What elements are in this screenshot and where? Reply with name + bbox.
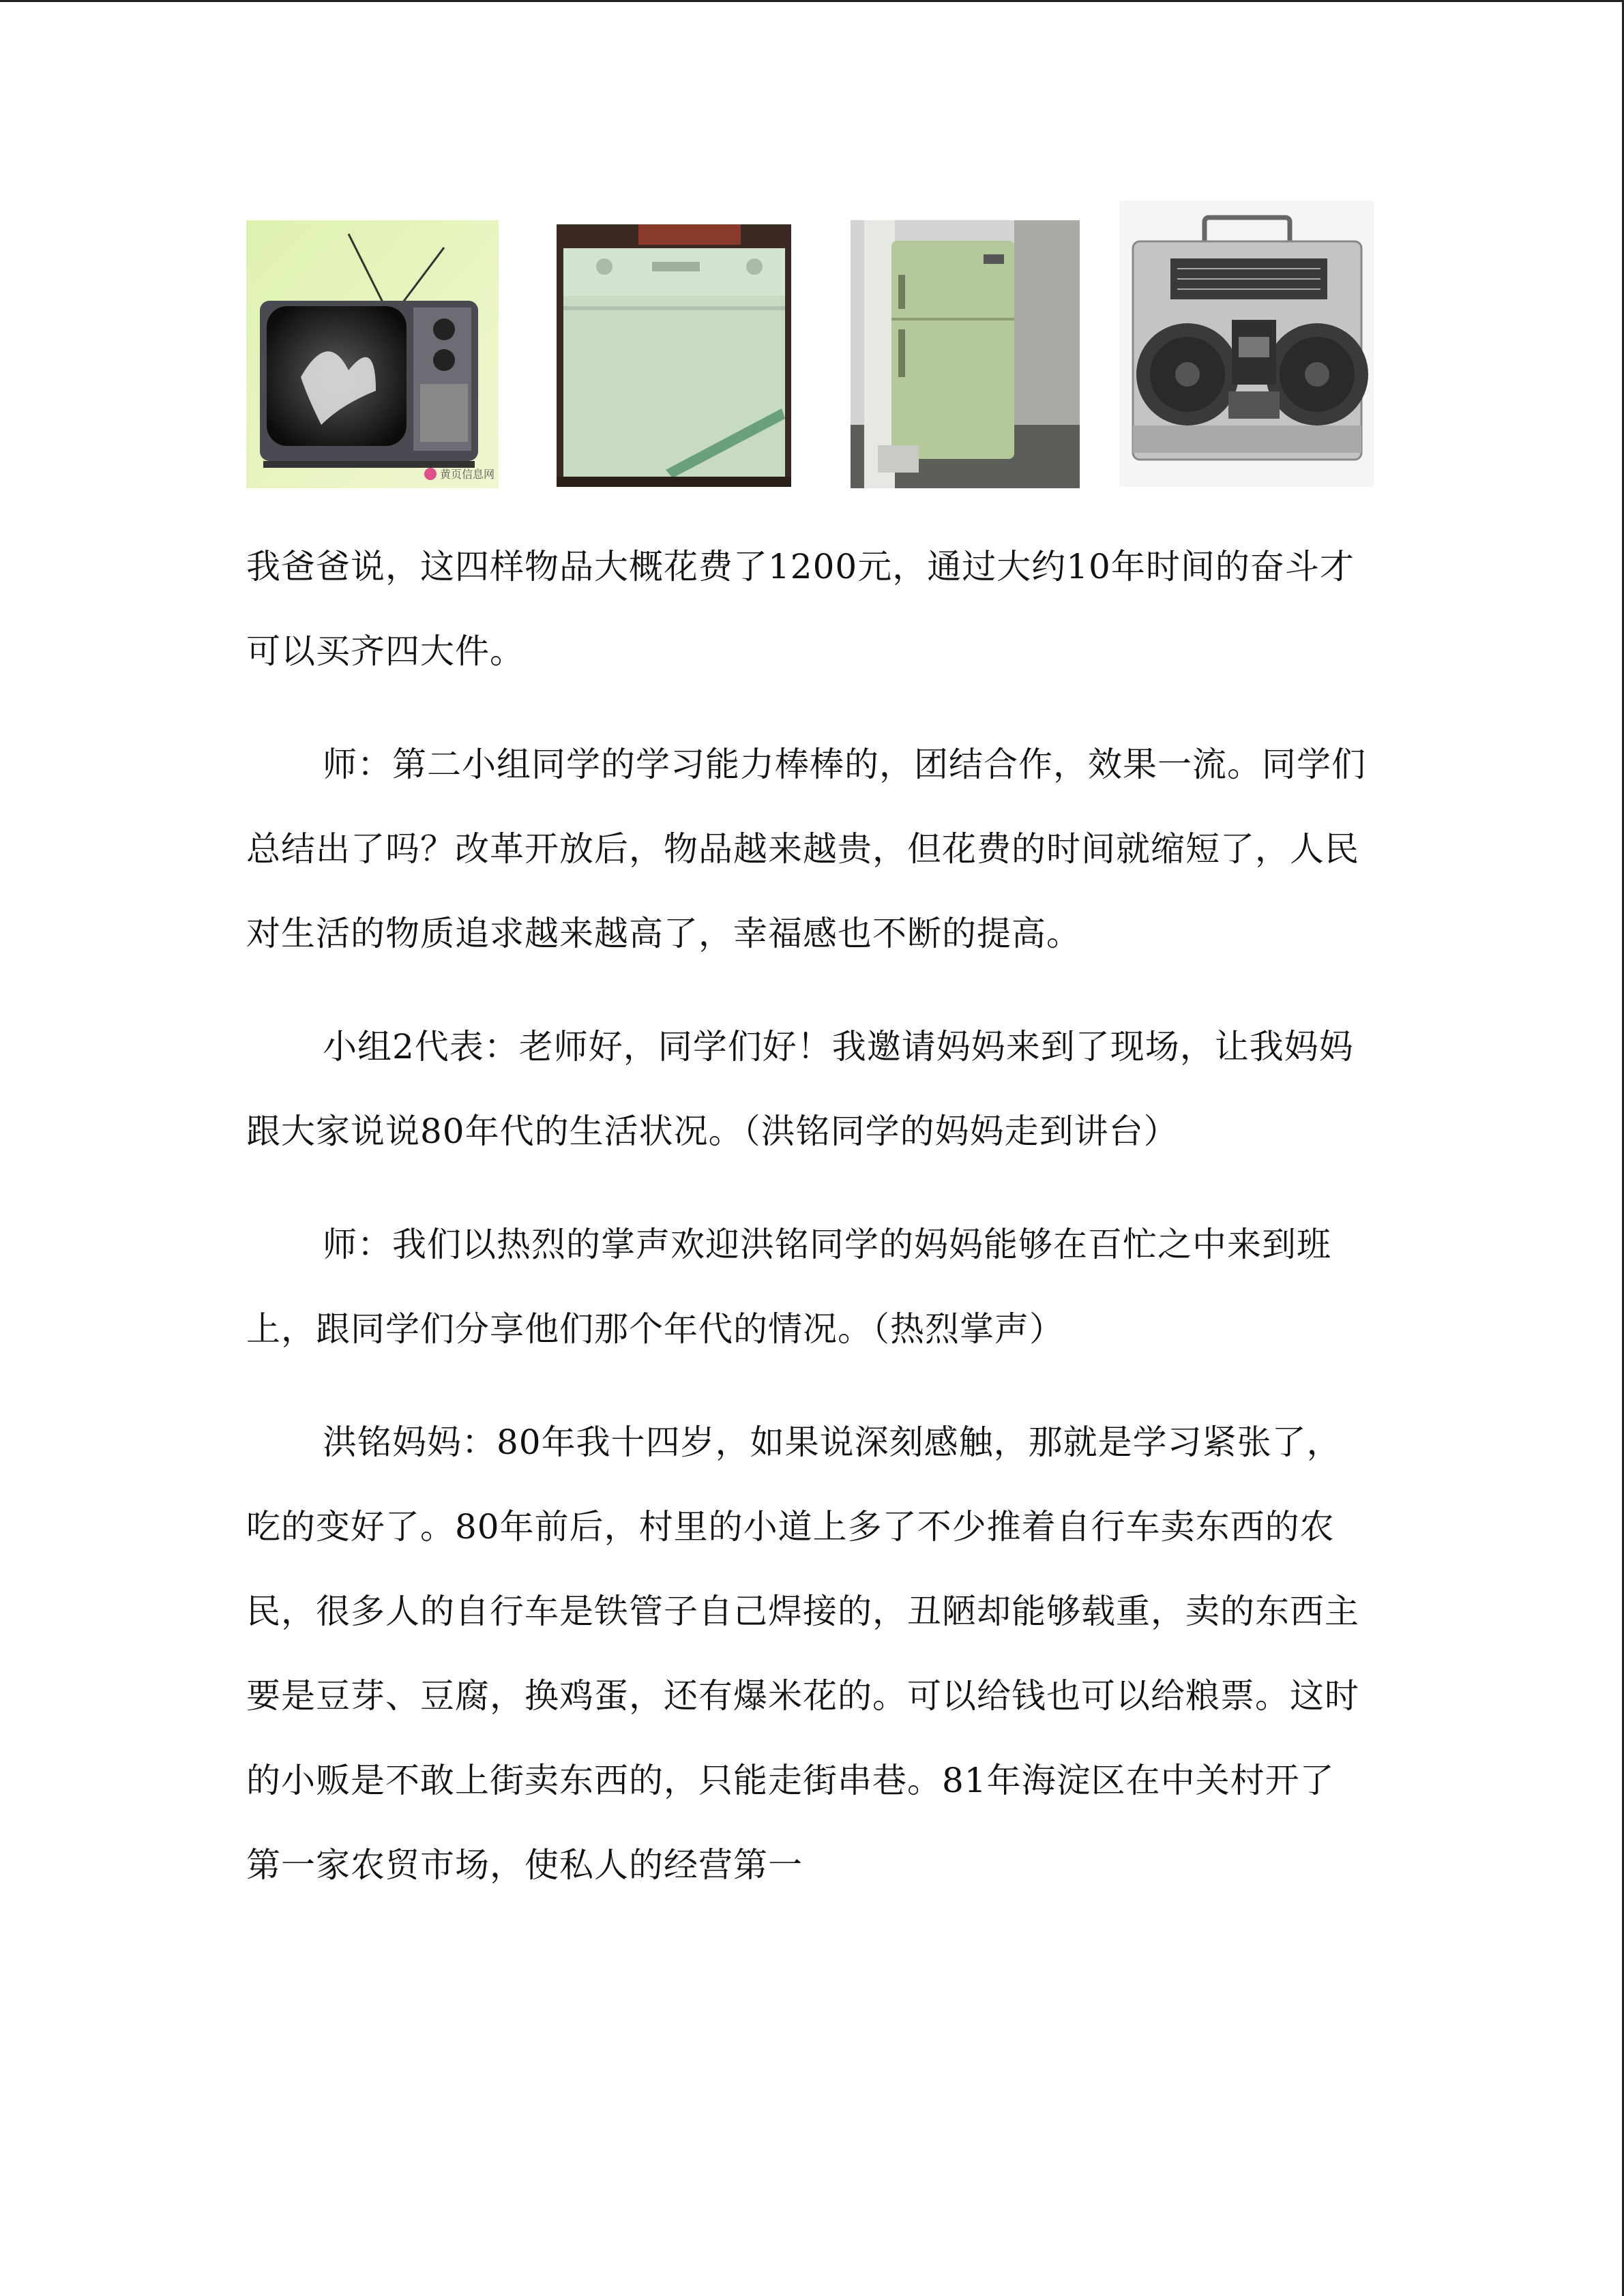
television-photo [246, 220, 499, 488]
tv-icon [246, 220, 499, 488]
paragraph-1: 我爸爸说，这四样物品大概花费了1200元，通过大约10年时间的奋斗才可以买齐四大件。 [246, 547, 1355, 671]
document-body [246, 524, 1368, 1936]
paragraph-5: 洪铭妈妈：80年我十四岁，如果说深刻感触，那就是学习紧张了，吃的变好了。80年前后，村里的小道上多了不少推着自行车卖东西的农民，很多人的自行车是铁管子自己焊接的，丑陋却能够载重，卖的东西主要是豆芽、豆腐，换鸡蛋，还有爆米花的。可以给钱也可以给粮票。这时的小贩是不敢上街卖东西的，只能走街串巷。81年海淀区在中关村开了第一家农贸市场，使私人的经营第一 [246, 1422, 1359, 1885]
refrigerator-icon [851, 220, 1080, 488]
paragraph-4: 师：我们以热烈的掌声欢迎洪铭同学的妈妈能够在百忙之中来到班上，跟同学们分享他们那个年代的情况。（热烈掌声） [246, 1225, 1331, 1349]
washing-machine-icon [557, 224, 791, 487]
tv-watermark: 黄页信息网 [440, 468, 495, 481]
refrigerator-photo [851, 220, 1080, 488]
paragraph-2: 师：第二小组同学的学习能力棒棒的，团结合作，效果一流。同学们总结出了吗？改革开放后，物品越来越贵，但花费的时间就缩短了，人民对生活的物质追求越来越高了，幸福感也不断的提高。 [246, 745, 1366, 953]
boombox-icon [1119, 200, 1374, 487]
page-top-border [0, 0, 1624, 2]
paragraph-3: 小组2代表：老师好，同学们好！我邀请妈妈来到了现场，让我妈妈跟大家说说80年代的生活状况。（洪铭同学的妈妈走到讲台） [246, 1027, 1354, 1151]
washing-machine-photo [557, 224, 791, 487]
radio-cassette-photo [1119, 200, 1374, 487]
